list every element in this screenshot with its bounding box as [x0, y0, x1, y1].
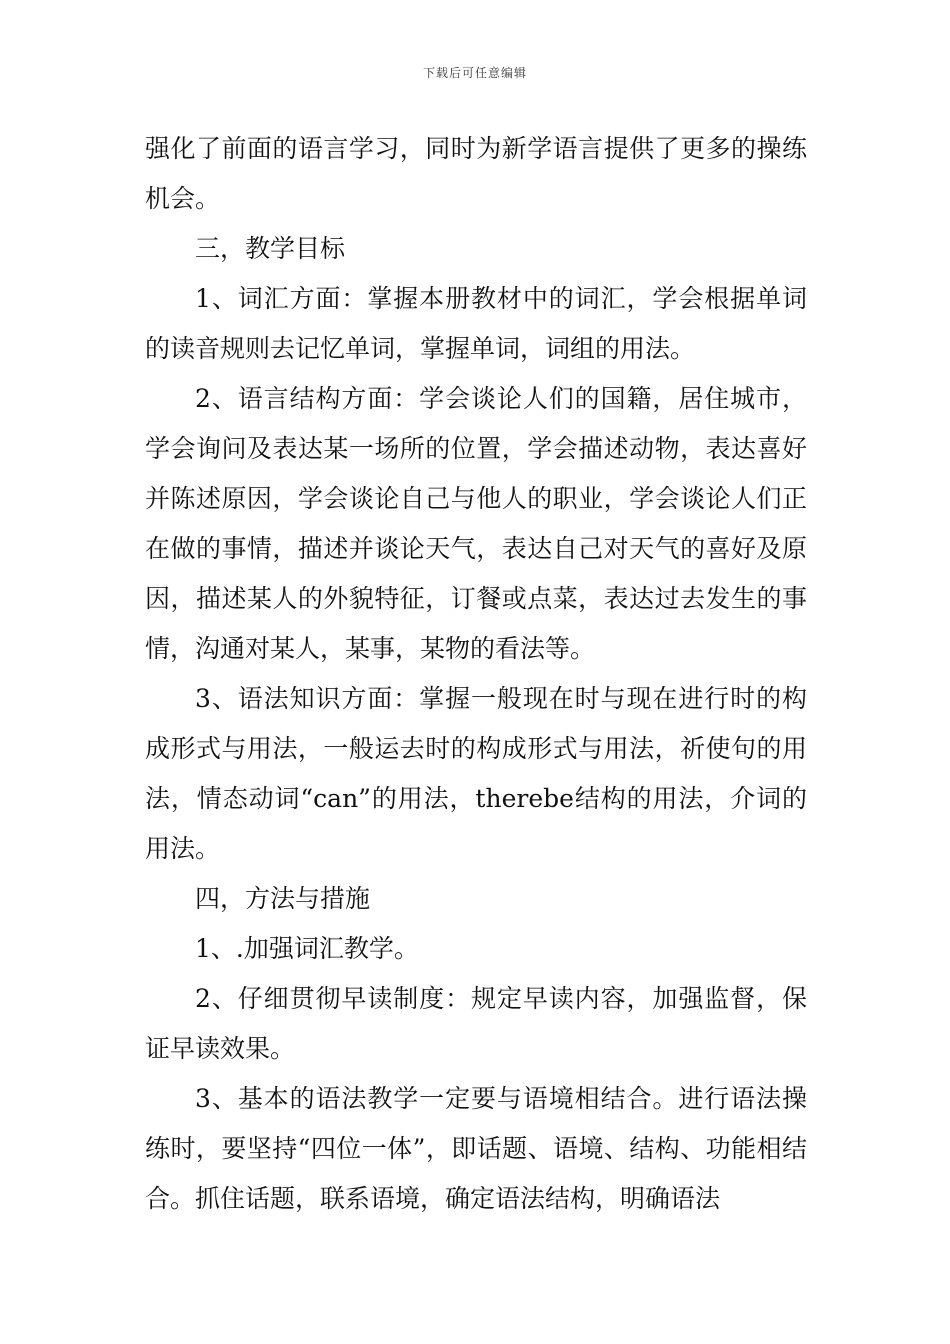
paragraph-language-structure-goal: 2、语言结构方面：学会谈论人们的国籍，居住城市，学会询问及表达某一场所的位置，学会描述动物，表达喜好并陈述原因，学会谈论自己与他人的职业，学会谈论人们正在做的事情，描述并谈论天气，表达自己对天气的喜好及原因，描述某人的外貌特征，订餐或点菜，表达过去发生的事情，沟通对某人，某事，某物的看法等。: [145, 384, 807, 663]
document-body: [145, 124, 807, 1224]
paragraph-method-grammar-context: 3、基本的语法教学一定要与语境相结合。进行语法操练时，要坚持“四位一体”，即话题、语境、结构、功能相结合。抓住话题，联系语境，确定语法结构，明确语法: [145, 1084, 807, 1213]
page-header-note: 下载后可任意编辑: [422, 66, 527, 80]
paragraph-continuation: 强化了前面的语言学习，同时为新学语言提供了更多的操练机会。: [145, 134, 807, 213]
section-heading-methods: 四，方法与措施: [195, 884, 371, 913]
section-heading-teaching-goals: 三，教学目标: [195, 234, 346, 263]
paragraph-method-morning-reading: 2、仔细贯彻早读制度：规定早读内容，加强监督，保证早读效果。: [145, 984, 807, 1063]
paragraph-grammar-goal: 3、语法知识方面：掌握一般现在时与现在进行时的构成形式与用法，一般运去时的构成形式与用法，祈使句的用法，情态动词“can”的用法，therebe结构的用法，介词的用法。: [145, 684, 807, 863]
paragraph-method-vocabulary: 1、.加强词汇教学。: [195, 934, 419, 963]
paragraph-vocabulary-goal: 1、词汇方面：掌握本册教材中的词汇，学会根据单词的读音规则去记忆单词，掌握单词，词组的用法。: [145, 284, 807, 363]
